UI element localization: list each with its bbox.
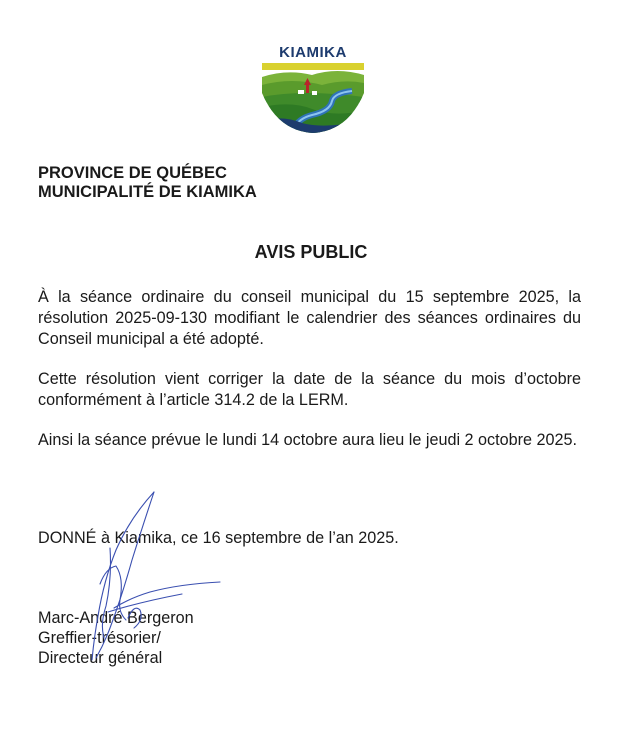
signatory-title-1: Greffier-trésorier/ — [38, 629, 161, 647]
signatory-title-2: Directeur général — [38, 649, 163, 667]
signature-stroke-5 — [114, 582, 220, 608]
notice-paragraph-2: Cette résolution vient corriger la date de la séance du mois d’octobre conformément à l’article 314.2 de la LERM. — [38, 370, 581, 409]
kiamika-logo — [258, 44, 368, 134]
notice-paragraph-3: Ainsi la séance prévue le lundi 14 octobre aura lieu le jeudi 2 octobre 2025. — [38, 431, 578, 449]
notice-title: AVIS PUBLIC — [254, 242, 368, 262]
sun-band — [262, 63, 364, 70]
church-steeple — [306, 85, 309, 93]
notice-paragraph-1: À la séance ordinaire du conseil municipal du 15 septembre 2025, la résolution 2025-09-130 modifiant le calendrier des séances ordinaires du Conseil municipal a été adopté. — [38, 288, 581, 348]
logo-wordmark: KIAMIKA — [279, 44, 347, 61]
house-2 — [312, 91, 317, 95]
signatory-name: Marc-André Bergeron — [38, 609, 194, 627]
landscape-emblem-icon — [262, 63, 364, 133]
given-at-line: DONNÉ à Kiamika, ce 16 septembre de l’an 2025. — [38, 529, 399, 547]
municipality-heading: MUNICIPALITÉ DE KIAMIKA — [38, 183, 257, 201]
province-heading: PROVINCE DE QUÉBEC — [38, 164, 227, 182]
house-1 — [298, 90, 304, 94]
